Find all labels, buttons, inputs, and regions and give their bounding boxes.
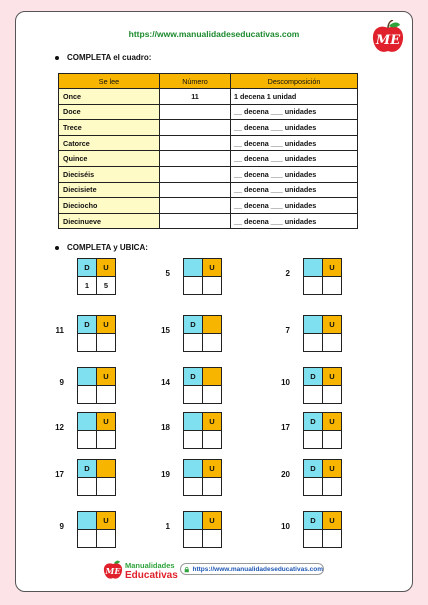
cell-se-lee: Once [59,89,160,105]
tens-answer-cell[interactable] [303,430,323,449]
tens-header-cell: D [303,459,323,478]
number-label: 10 [281,522,290,531]
units-header-cell [202,315,222,334]
cell-descomposicion[interactable]: __ decena ___ unidades [231,213,358,229]
tens-header-cell [183,258,203,277]
footer-brand-line2: Educativas [125,570,178,581]
number-label: 19 [161,470,170,479]
tens-header-cell: D [183,367,203,386]
tens-answer-cell[interactable] [303,333,323,352]
table-row [59,120,358,136]
svg-text:ME: ME [105,566,121,576]
cell-se-lee: Dieciocho [59,198,160,214]
units-header-cell: U [322,367,342,386]
units-answer-cell[interactable] [96,529,116,548]
bullet-icon [55,246,59,250]
cell-numero[interactable]: 11 [160,89,231,105]
tens-answer-cell[interactable] [303,385,323,404]
tens-answer-cell[interactable] [183,477,203,496]
units-answer-cell[interactable] [202,430,222,449]
units-answer-cell[interactable] [96,477,116,496]
cell-descomposicion[interactable]: __ decena ___ unidades [231,151,358,167]
tens-answer-cell[interactable] [183,276,203,295]
number-label: 11 [55,326,64,335]
units-answer-cell[interactable] [322,333,342,352]
cell-se-lee: Doce [59,104,160,120]
tens-answer-cell[interactable] [77,477,97,496]
table-row [59,198,358,214]
number-label: 9 [59,378,64,387]
footer-url-text[interactable]: https://www.manualidadeseducativas.com [192,565,323,573]
tens-header-cell: D [303,511,323,530]
footer-logo [102,559,182,588]
units-header-cell: U [202,412,222,431]
tens-answer-cell[interactable] [77,333,97,352]
number-label: 2 [285,269,290,278]
units-answer-cell[interactable] [322,430,342,449]
number-label: 14 [161,378,170,387]
units-header-cell: U [322,315,342,334]
tens-header-cell [77,511,97,530]
number-label: 18 [161,423,170,432]
units-header-cell: U [96,412,116,431]
cell-se-lee: Catorce [59,135,160,151]
tens-answer-cell[interactable] [183,529,203,548]
table-row [59,151,358,167]
units-header-cell: U [96,315,116,334]
units-header-cell: U [322,511,342,530]
table-row [59,213,358,229]
units-header-cell: U [322,258,342,277]
cell-descomposicion[interactable]: __ decena ___ unidades [231,182,358,198]
tens-header-cell [303,258,323,277]
number-label: 15 [161,326,170,335]
table-row [59,104,358,120]
cell-se-lee: Dieciséis [59,166,160,182]
tens-header-cell: D [77,315,97,334]
tens-answer-cell[interactable]: 1 [77,276,97,295]
tens-header-cell [183,511,203,530]
cell-descomposicion[interactable]: 1 decena 1 unidad [231,89,358,105]
tens-answer-cell[interactable] [303,276,323,295]
cell-descomposicion[interactable]: __ decena ___ unidades [231,135,358,151]
tens-header-cell: D [303,367,323,386]
tens-answer-cell[interactable] [303,477,323,496]
units-header-cell: U [96,258,116,277]
number-table [58,73,358,229]
table-row [59,89,358,105]
number-label: 1 [165,522,170,531]
tens-header-cell [77,367,97,386]
number-label: 9 [59,522,64,531]
cell-numero[interactable] [160,166,231,182]
number-label: 5 [165,269,170,278]
tens-header-cell [183,459,203,478]
footer-url-bar[interactable] [180,563,324,575]
logo-text: ME [375,33,401,48]
table-row [59,182,358,198]
cell-numero[interactable] [160,198,231,214]
units-header-cell: U [96,511,116,530]
units-answer-cell[interactable]: 5 [96,276,116,295]
lock-icon [184,566,189,573]
cell-descomposicion[interactable]: __ decena ___ unidades [231,120,358,136]
tens-header-cell: D [303,412,323,431]
column-header: Descomposición [231,74,358,89]
units-header-cell [96,459,116,478]
units-header-cell [202,367,222,386]
section2-title: COMPLETA y UBICA: [55,243,148,252]
column-header: Número [160,74,231,89]
apple-logo-icon [370,20,406,56]
cell-descomposicion[interactable]: __ decena ___ unidades [231,166,358,182]
units-answer-cell[interactable] [96,333,116,352]
units-answer-cell[interactable] [96,385,116,404]
units-answer-cell[interactable] [202,529,222,548]
cell-se-lee: Quince [59,151,160,167]
cell-numero[interactable] [160,120,231,136]
number-label: 10 [281,378,290,387]
units-header-cell: U [202,511,222,530]
units-answer-cell[interactable] [322,477,342,496]
units-answer-cell[interactable] [202,276,222,295]
tens-header-cell [77,412,97,431]
bullet-icon [55,56,59,60]
units-answer-cell[interactable] [322,529,342,548]
table-row [59,135,358,151]
table-row [59,166,358,182]
units-header-cell: U [202,258,222,277]
cell-descomposicion[interactable]: __ decena ___ unidades [231,198,358,214]
tens-answer-cell[interactable] [77,430,97,449]
number-label: 7 [285,326,290,335]
tens-header-cell: D [77,258,97,277]
cell-numero[interactable] [160,135,231,151]
cell-se-lee: Trece [59,120,160,136]
column-header: Se lee [59,74,160,89]
tens-answer-cell[interactable] [183,385,203,404]
cell-numero[interactable] [160,151,231,167]
number-label: 17 [55,470,64,479]
footer-brand-icon [102,559,182,583]
footer-brand-line1: Manualidades [125,561,175,570]
units-answer-cell[interactable] [96,430,116,449]
tens-answer-cell[interactable] [77,385,97,404]
tens-header-cell [303,315,323,334]
units-header-cell: U [96,367,116,386]
number-label: 12 [55,423,64,432]
cell-se-lee: Diecinueve [59,213,160,229]
number-label: 17 [281,423,290,432]
tens-answer-cell[interactable] [77,529,97,548]
cell-descomposicion[interactable]: __ decena ___ unidades [231,104,358,120]
tens-header-cell: D [183,315,203,334]
units-answer-cell[interactable] [322,385,342,404]
cell-numero[interactable] [160,213,231,229]
header-url[interactable]: https://www.manualidadeseducativas.com [128,29,300,39]
units-header-cell: U [202,459,222,478]
cell-numero[interactable] [160,182,231,198]
tens-answer-cell[interactable] [183,430,203,449]
units-answer-cell[interactable] [322,276,342,295]
tens-header-cell: D [77,459,97,478]
number-label: 20 [281,470,290,479]
tens-answer-cell[interactable] [303,529,323,548]
units-header-cell: U [322,459,342,478]
units-answer-cell[interactable] [202,333,222,352]
cell-numero[interactable] [160,104,231,120]
units-answer-cell[interactable] [202,385,222,404]
tens-header-cell [183,412,203,431]
units-header-cell: U [322,412,342,431]
cell-se-lee: Diecisiete [59,182,160,198]
section1-title: COMPLETA el cuadro: [55,53,151,62]
tens-answer-cell[interactable] [183,333,203,352]
units-answer-cell[interactable] [202,477,222,496]
